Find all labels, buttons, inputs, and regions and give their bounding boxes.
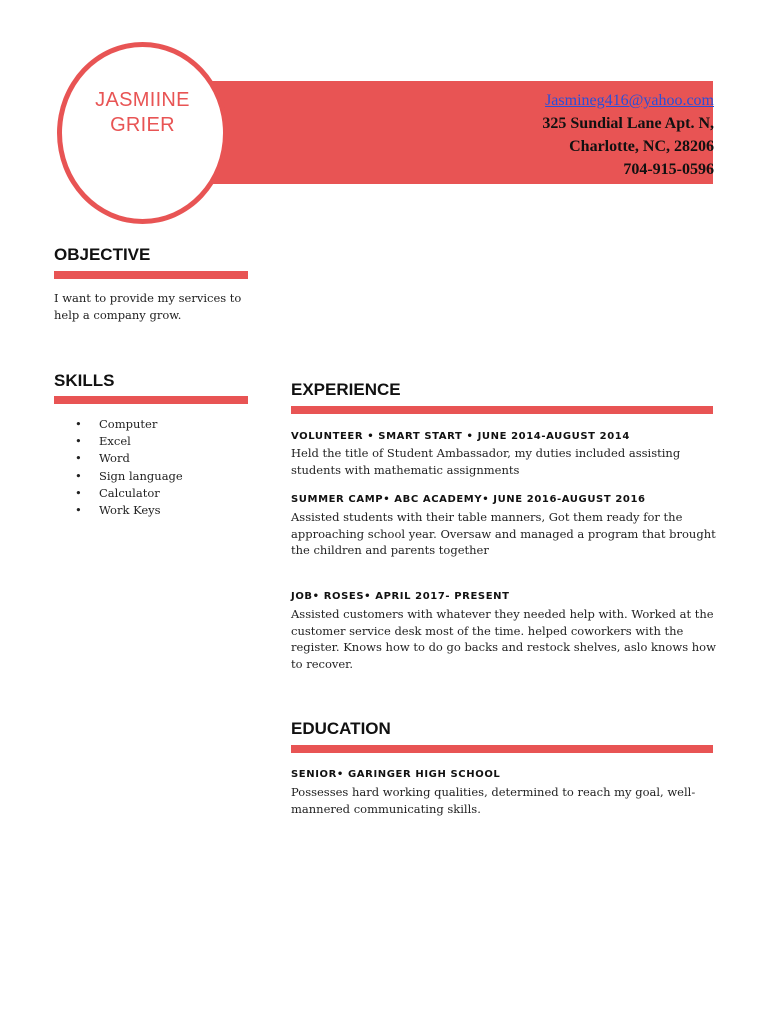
- skill-item: • Excel: [54, 433, 183, 450]
- skill-item: • Calculator: [54, 485, 183, 502]
- job-line: register. Knows how to do go backs and restock shelves, aslo knows how: [291, 640, 716, 654]
- education-line: Possesses hard working qualities, determined to reach my goal, well-: [291, 785, 696, 799]
- job-line: approaching school year. Oversaw and managed a program that brought: [291, 526, 716, 541]
- objective-line: I want to provide my services to: [54, 291, 242, 305]
- job-description: [291, 606, 716, 672]
- applicant-name: [62, 88, 223, 138]
- skill-item: • Word: [54, 450, 183, 467]
- education-description: [291, 784, 695, 817]
- objective-text: [54, 290, 241, 323]
- education-heading: SENIOR• GARINGER HIGH SCHOOL: [291, 769, 501, 780]
- skill-item: • Work Keys: [54, 502, 183, 519]
- skill-item: • Sign language: [54, 468, 183, 485]
- job-heading: SUMMER CAMP• ABC ACADEMY• JUNE 2016-AUGUST 2016: [291, 494, 646, 505]
- job-line: customer service desk most of the time. helped coworkers with the: [291, 623, 684, 638]
- education-rule: [291, 745, 713, 753]
- job-line: the children and parents together: [291, 543, 489, 557]
- skills-rule: [54, 396, 248, 404]
- skills-title: SKILLS: [54, 371, 115, 390]
- job-line: to recover.: [291, 656, 354, 671]
- education-title: EDUCATION: [291, 719, 391, 738]
- name-first: JASMIINE: [95, 89, 190, 111]
- contact-block: [542, 89, 714, 181]
- job-line: Assisted customers with whatever they needed help with. Worked at the: [291, 607, 714, 621]
- phone-number: 704-915-0596: [623, 161, 714, 178]
- job-description: [291, 509, 716, 559]
- objective-line: help a company grow.: [54, 307, 182, 322]
- experience-title: EXPERIENCE: [291, 380, 401, 399]
- job-line: Assisted students with their table manners, Got them ready for the: [291, 510, 683, 524]
- objective-rule: [54, 271, 248, 279]
- skill-item: • Computer: [54, 416, 183, 433]
- address-line-1: 325 Sundial Lane Apt. N,: [542, 115, 714, 132]
- job-description: [291, 445, 680, 478]
- job-line: Held the title of Student Ambassador, my duties included assisting: [291, 446, 681, 460]
- name-last: GRIER: [110, 114, 175, 136]
- experience-rule: [291, 406, 713, 414]
- address-line-2: Charlotte, NC, 28206: [569, 138, 714, 155]
- objective-title: OBJECTIVE: [54, 245, 151, 264]
- job-heading: JOB• ROSES• APRIL 2017- PRESENT: [291, 591, 510, 602]
- email-link[interactable]: Jasmineg416@yahoo.com: [545, 92, 714, 109]
- job-heading: VOLUNTEER • SMART START • JUNE 2014-AUGUST 2014: [291, 431, 630, 442]
- job-line: students with mathematic assignments: [291, 462, 520, 477]
- skills-list: [54, 416, 183, 519]
- education-line: mannered communicating skills.: [291, 801, 481, 816]
